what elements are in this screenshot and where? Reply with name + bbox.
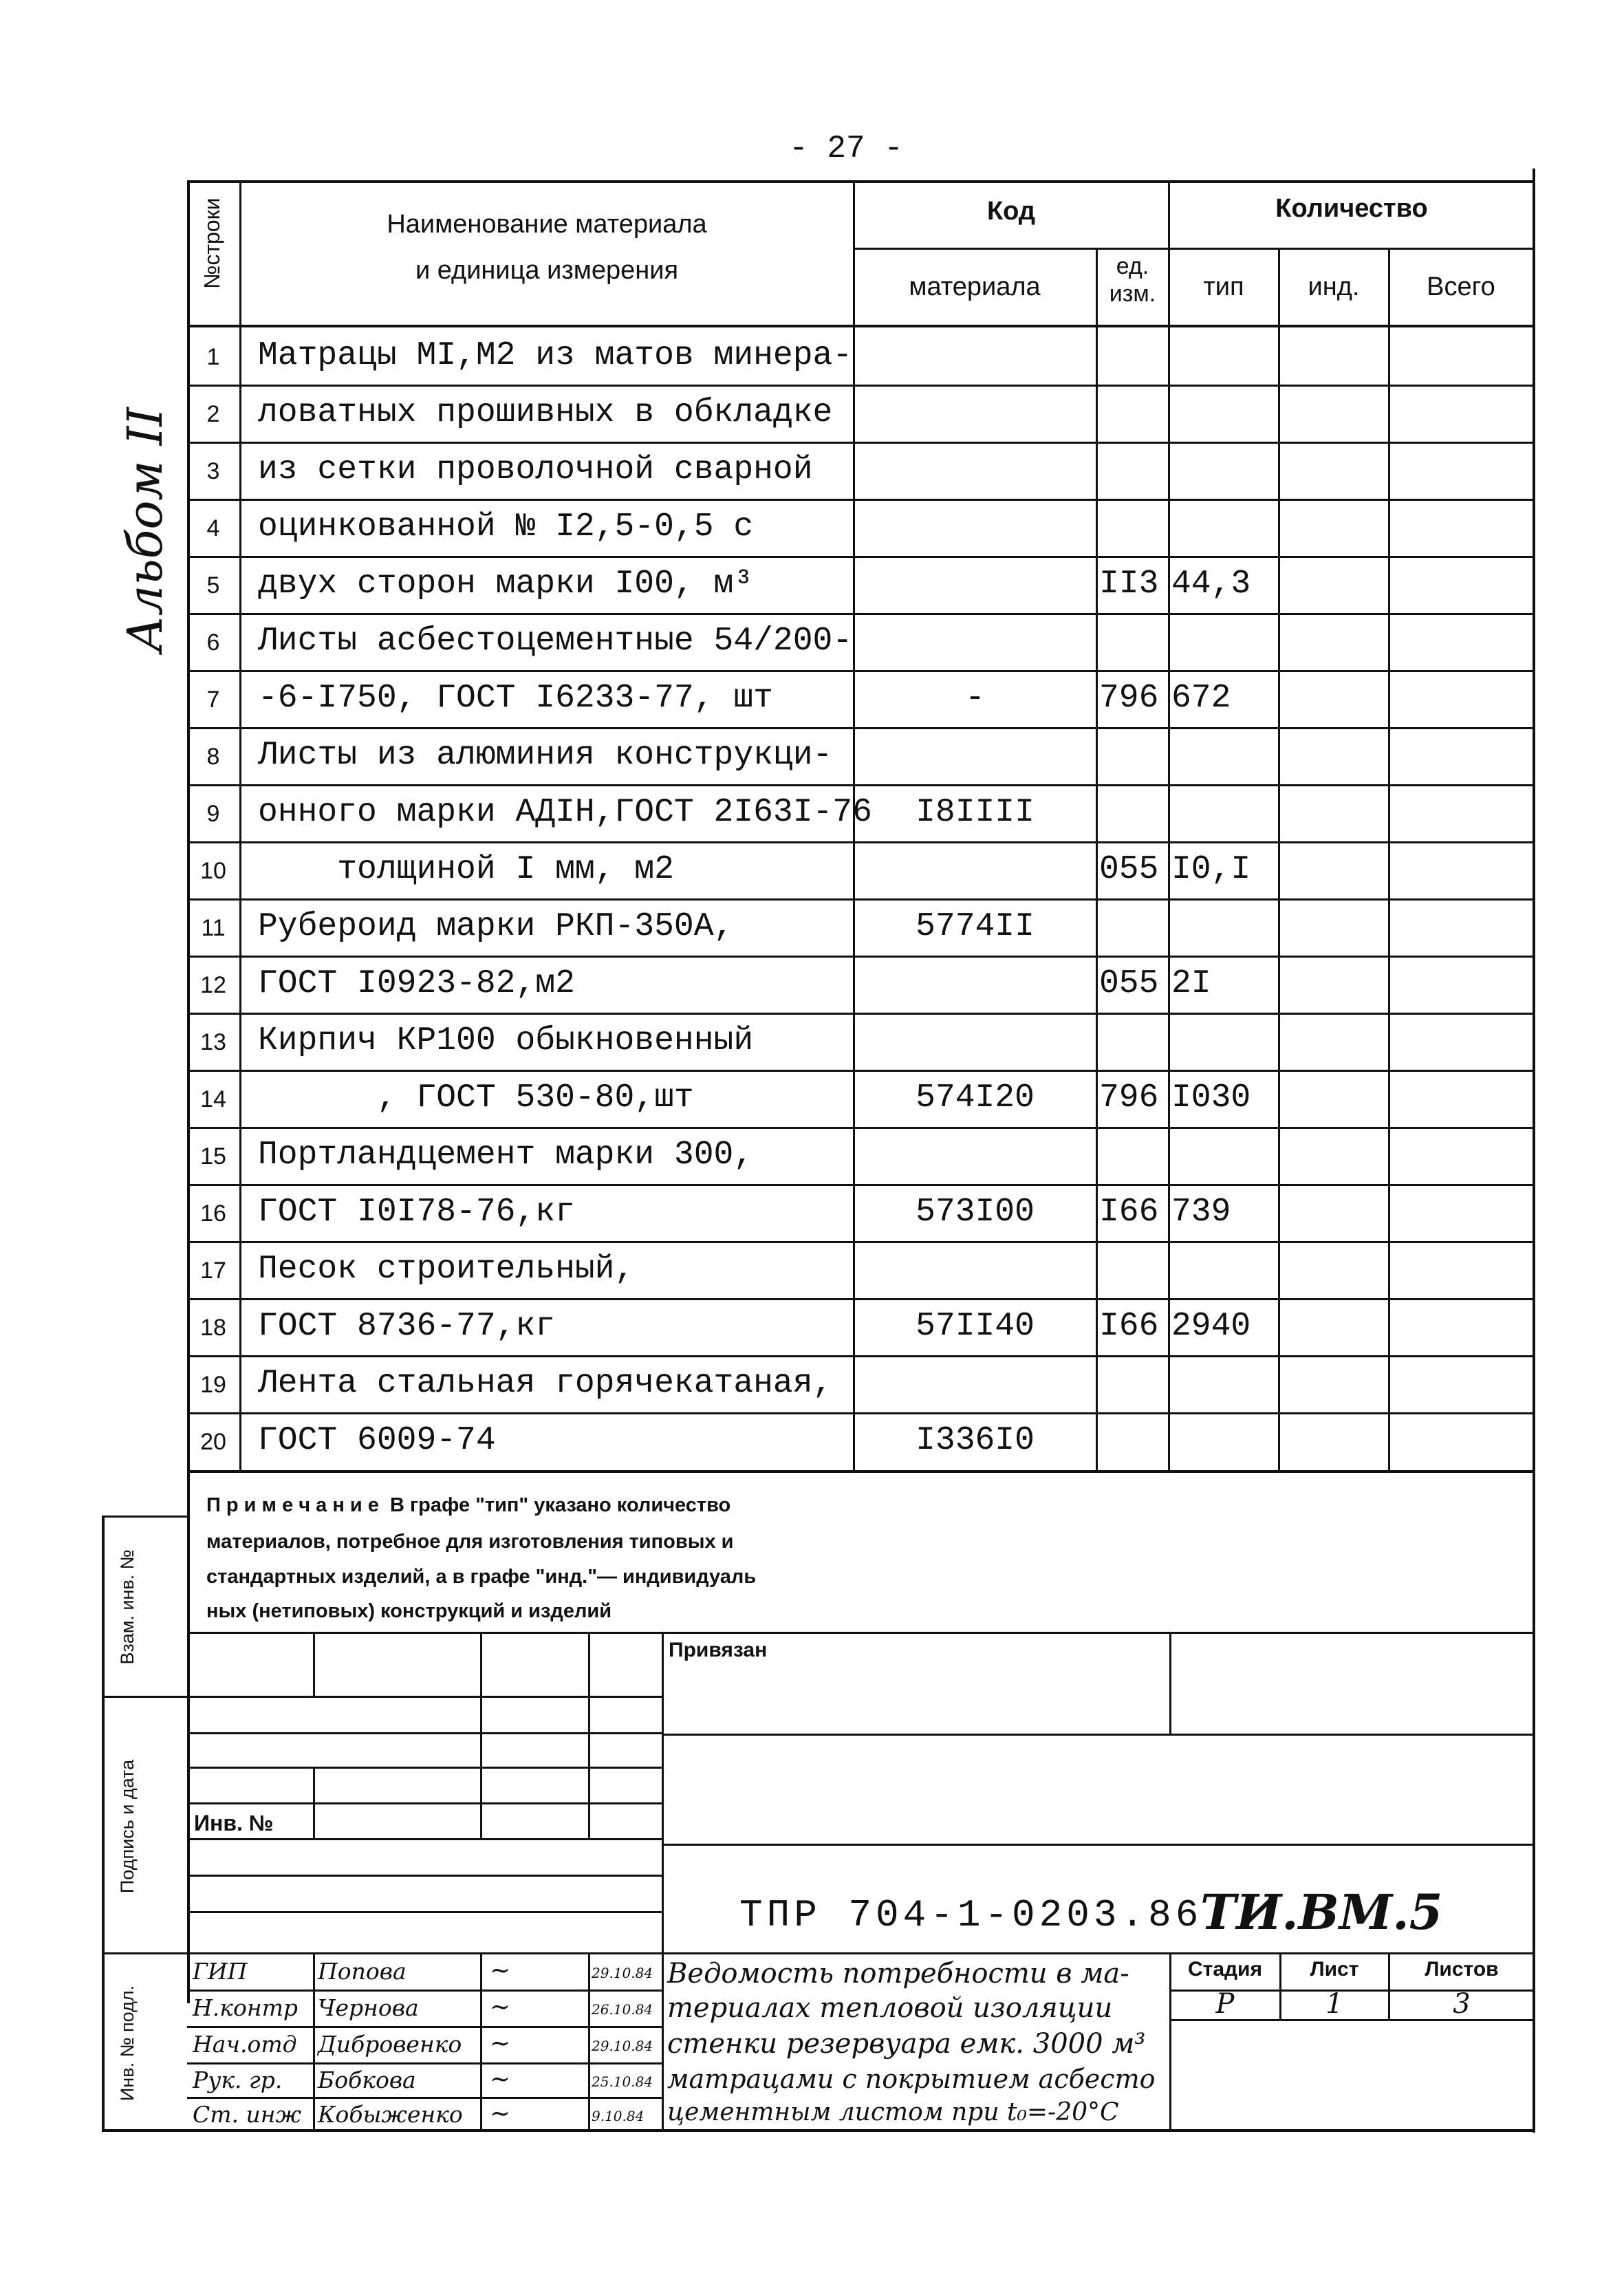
note-line-2: материалов, потребное для изготовления типовых и bbox=[206, 1531, 734, 1553]
stage-label: Стадия bbox=[1187, 1958, 1263, 1981]
row-number: 13 bbox=[200, 1029, 226, 1055]
signer-date: 25.10.84 bbox=[592, 2073, 653, 2090]
material-name: Песок строительный, bbox=[258, 1251, 635, 1288]
note-line-3: стандартных изделий, а в графе "инд."— индивидуаль bbox=[206, 1566, 757, 1588]
row-number: 4 bbox=[206, 515, 220, 541]
signer-name: Чернова bbox=[318, 1994, 419, 2021]
material-code: 574I20 bbox=[916, 1079, 1035, 1117]
side-label-podpis: Подпись и дата bbox=[117, 1759, 138, 1894]
material-code: 5774II bbox=[916, 908, 1035, 945]
signature-scribble: ~ bbox=[490, 1993, 511, 2021]
row-number: 18 bbox=[200, 1315, 226, 1341]
doc-title-line-4: матрацами с покрытием асбесто bbox=[667, 2064, 1156, 2094]
doc-title-line-5: цементным листом при t₀=-20°С bbox=[667, 2098, 1119, 2126]
unit-code: 055 bbox=[1099, 965, 1159, 1002]
unit-code: 055 bbox=[1099, 851, 1159, 888]
unit-code: 796 bbox=[1099, 1079, 1159, 1117]
doc-title-line-3: стенки резервуара емк. 3000 м³ bbox=[667, 2028, 1146, 2060]
side-label-vzam: Взам. инв. № bbox=[117, 1549, 138, 1665]
signer-name: Кобыженко bbox=[318, 2101, 463, 2128]
material-name: Листы асбестоцементные 54/200- bbox=[258, 623, 853, 660]
unit-code: 796 bbox=[1099, 680, 1159, 717]
qty-type: 2I bbox=[1171, 965, 1211, 1002]
row-number: 16 bbox=[200, 1200, 226, 1227]
qty-type: 739 bbox=[1171, 1194, 1231, 1231]
signer-role: Нач.отд bbox=[193, 2031, 297, 2058]
signer-role: Рук. гр. bbox=[193, 2067, 283, 2093]
material-name: ГОСТ 6009-74 bbox=[258, 1422, 496, 1459]
material-name: из сетки проволочной сварной bbox=[258, 451, 813, 488]
signer-date: 26.10.84 bbox=[592, 2001, 653, 2018]
signature-scribble: ~ bbox=[490, 1956, 511, 1985]
header-unit-line1: ед. bbox=[1116, 253, 1149, 279]
note-line-4: ных (нетиповых) конструкций и изделий bbox=[206, 1600, 612, 1622]
material-name: оцинкованной № I2,5-0,5 с bbox=[258, 508, 754, 546]
material-code: I8IIII bbox=[916, 794, 1035, 831]
signature-scribble: ~ bbox=[490, 2065, 511, 2093]
material-name: , ГОСТ 530-80,шт bbox=[258, 1079, 694, 1117]
side-label-inv-podl: Инв. № подл. bbox=[117, 1985, 138, 2102]
row-number: 10 bbox=[200, 858, 226, 884]
sheet-value: 1 bbox=[1325, 1988, 1343, 2020]
row-number: 19 bbox=[200, 1372, 226, 1398]
material-name: Портландцемент марки 300, bbox=[258, 1136, 754, 1174]
header-unit-line2: изм. bbox=[1109, 281, 1156, 307]
signer-name: Дибровенко bbox=[318, 2031, 462, 2058]
material-code: 573I00 bbox=[916, 1194, 1035, 1231]
qty-type: 672 bbox=[1171, 680, 1231, 717]
row-number: 6 bbox=[206, 629, 220, 656]
header-qty-total: Всего bbox=[1427, 272, 1495, 301]
header-row-number: №строки bbox=[199, 197, 224, 289]
sheets-label: Листов bbox=[1425, 1958, 1499, 1981]
material-code: I336I0 bbox=[916, 1422, 1035, 1459]
signer-name: Бобкова bbox=[318, 2067, 416, 2093]
sheet-label: Лист bbox=[1310, 1958, 1359, 1981]
row-number: 3 bbox=[206, 458, 220, 484]
unit-code: II3 bbox=[1099, 565, 1159, 603]
row-number: 1 bbox=[206, 344, 220, 370]
material-name: толщиной I мм, м2 bbox=[258, 851, 674, 888]
row-number: 5 bbox=[206, 572, 220, 599]
row-number: 12 bbox=[200, 972, 226, 998]
header-name-line1: Наименование материала bbox=[387, 210, 707, 239]
document-code: ТПР 704-1-0203.86 bbox=[739, 1893, 1203, 1937]
row-number: 2 bbox=[206, 401, 220, 427]
doc-title-line-1: Ведомость потребности в ма- bbox=[667, 1958, 1129, 1990]
sheets-value: 3 bbox=[1453, 1988, 1471, 2020]
qty-type: 2940 bbox=[1171, 1308, 1251, 1345]
qty-type: I030 bbox=[1171, 1079, 1251, 1117]
page-number: - 27 - bbox=[789, 131, 903, 166]
inv-number-label: Инв. № bbox=[194, 1811, 274, 1835]
row-number: 17 bbox=[200, 1258, 226, 1284]
row-number: 8 bbox=[206, 744, 220, 770]
stage-value: Р bbox=[1215, 1988, 1235, 2020]
material-code: 57II40 bbox=[916, 1308, 1035, 1345]
signer-date: 29.10.84 bbox=[592, 2038, 653, 2054]
material-code: - bbox=[965, 680, 985, 717]
material-name: Кирпич КР100 обыкновенный bbox=[258, 1022, 754, 1059]
signer-role: ГИП bbox=[193, 1958, 248, 1985]
header-qty-type: тип bbox=[1203, 272, 1244, 301]
row-number: 7 bbox=[206, 687, 220, 713]
header-name-line2: и единица измерения bbox=[415, 256, 679, 285]
qty-type: 44,3 bbox=[1171, 565, 1251, 603]
material-name: ГОСТ I0I78-76,кг bbox=[258, 1194, 575, 1231]
material-name: ловатных прошивных в обкладке bbox=[258, 394, 833, 431]
material-name: Рубероид марки РКП-350А, bbox=[258, 908, 734, 945]
header-code: Код bbox=[986, 197, 1036, 226]
unit-code: I66 bbox=[1099, 1308, 1159, 1345]
signer-role: Ст. инж bbox=[193, 2101, 302, 2128]
row-number: 15 bbox=[200, 1143, 226, 1169]
note-line-1: П р и м е ч а н и е В графе "тип" указано количество bbox=[206, 1494, 731, 1516]
material-name: ГОСТ I0923-82,м2 bbox=[258, 965, 575, 1002]
material-name: ГОСТ 8736-77,кг bbox=[258, 1308, 556, 1345]
signer-name: Попова bbox=[318, 1958, 407, 1985]
privyazan-label: Привязан bbox=[669, 1639, 768, 1661]
signer-date: 29.10.84 bbox=[592, 1965, 653, 1981]
signature-scribble: ~ bbox=[490, 2029, 511, 2058]
material-name: Лента стальная горячекатаная, bbox=[258, 1365, 833, 1402]
album-label: Альбом II bbox=[117, 407, 173, 653]
row-number: 20 bbox=[200, 1429, 226, 1455]
header-quantity: Количество bbox=[1275, 194, 1428, 223]
row-number: 9 bbox=[206, 801, 220, 827]
material-name: онного марки АДIН,ГОСТ 2I63I-76 bbox=[258, 794, 872, 831]
material-name: Матрацы МI,М2 из матов минера- bbox=[258, 337, 853, 374]
header-code-material: материала bbox=[909, 272, 1041, 301]
row-number: 14 bbox=[200, 1086, 226, 1112]
signer-role: Н.контр bbox=[193, 1994, 298, 2021]
unit-code: I66 bbox=[1099, 1194, 1159, 1231]
header-qty-ind: инд. bbox=[1308, 272, 1360, 301]
signer-date: 9.10.84 bbox=[592, 2108, 645, 2124]
material-name: двух сторон марки I00, м³ bbox=[258, 565, 754, 603]
document-mark: ТИ.ВМ.5 bbox=[1200, 1884, 1443, 1941]
row-number: 11 bbox=[201, 915, 226, 941]
material-name: -6-I750, ГОСТ I6233-77, шт bbox=[258, 680, 773, 717]
qty-type: I0,I bbox=[1171, 851, 1251, 888]
doc-title-line-2: териалах тепловой изоляции bbox=[667, 1992, 1113, 2024]
material-name: Листы из алюминия конструкци- bbox=[258, 737, 833, 774]
signature-scribble: ~ bbox=[490, 2100, 511, 2128]
